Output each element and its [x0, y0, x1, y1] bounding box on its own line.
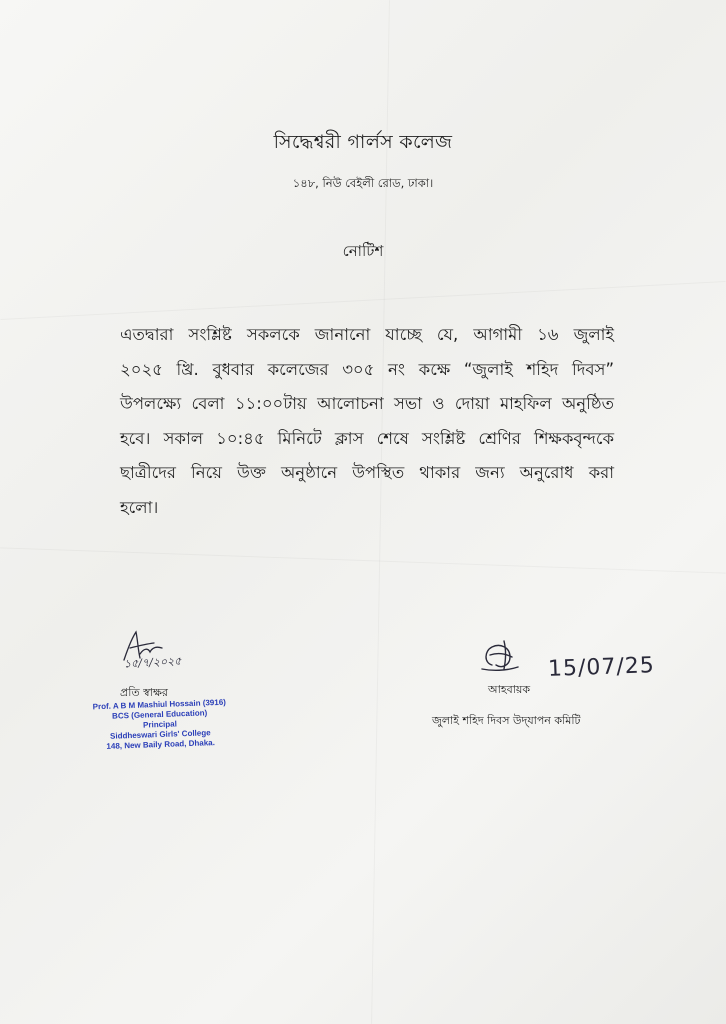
countersign-label: প্রতি স্বাক্ষর [120, 686, 168, 699]
paper-crease [0, 281, 725, 320]
principal-stamp [79, 697, 241, 753]
notice-line: উপলক্ষ্যে বেলা ১১:০০টায় আলোচনা সভা ও দোয়া মাহফিল অনুষ্ঠিত [120, 394, 614, 413]
convener-signature-block [430, 625, 690, 727]
stamp-line: Prof. A B M Mashiul Hossain (3916) [92, 697, 227, 712]
convener-handwritten-date: 15/07/25 [547, 653, 656, 682]
stamp-line: Siddheswari Girls' College [109, 728, 211, 741]
notice-line: হলো। [120, 497, 159, 517]
paper-crease [0, 547, 726, 573]
college-name: সিদ্ধেশ্বরী গার্লস কলেজ [273, 131, 453, 153]
notice-heading: নোটিশ [342, 242, 384, 260]
stamp-line: 148, New Baily Road, Dhaka. [106, 738, 216, 751]
notice-line: এতদ্বারা সংশ্লিষ্ট সকলকে জানানো যাচ্ছে যে, আগামী ১৬ জুলাই [120, 325, 614, 344]
principal-handwritten-date: ১৫/৭/২০২৫ [123, 654, 182, 671]
convener-label: আহবায়ক [488, 683, 531, 696]
stamp-line: Principal [142, 719, 178, 730]
notice-body [120, 318, 614, 525]
notice-line: হবে। সকাল ১০:৪৫ মিনিটে ক্লাস শেষে সংশ্লিষ্ট শ্রেণির শিক্ষকবৃন্দকে [120, 428, 614, 448]
principal-signature-block [80, 628, 240, 751]
convener-signature [430, 625, 550, 681]
committee-name: জুলাই শহিদ দিবস উদ্‌যাপন কমিটি [432, 714, 581, 727]
college-address: ১৪৮, নিউ বেইলী রোড, ঢাকা। [292, 176, 434, 190]
notice-line: ছাত্রীদের নিয়ে উক্ত অনুষ্ঠানে উপস্থিত থাকার জন্য অনুরোধ করা [120, 463, 614, 482]
notice-line: ২০২৫ খ্রি. বুধবার কলেজের ৩০৫ নং কক্ষে “জুলাই শহিদ দিবস” [120, 359, 614, 379]
stamp-line: BCS (General Education) [111, 708, 208, 721]
